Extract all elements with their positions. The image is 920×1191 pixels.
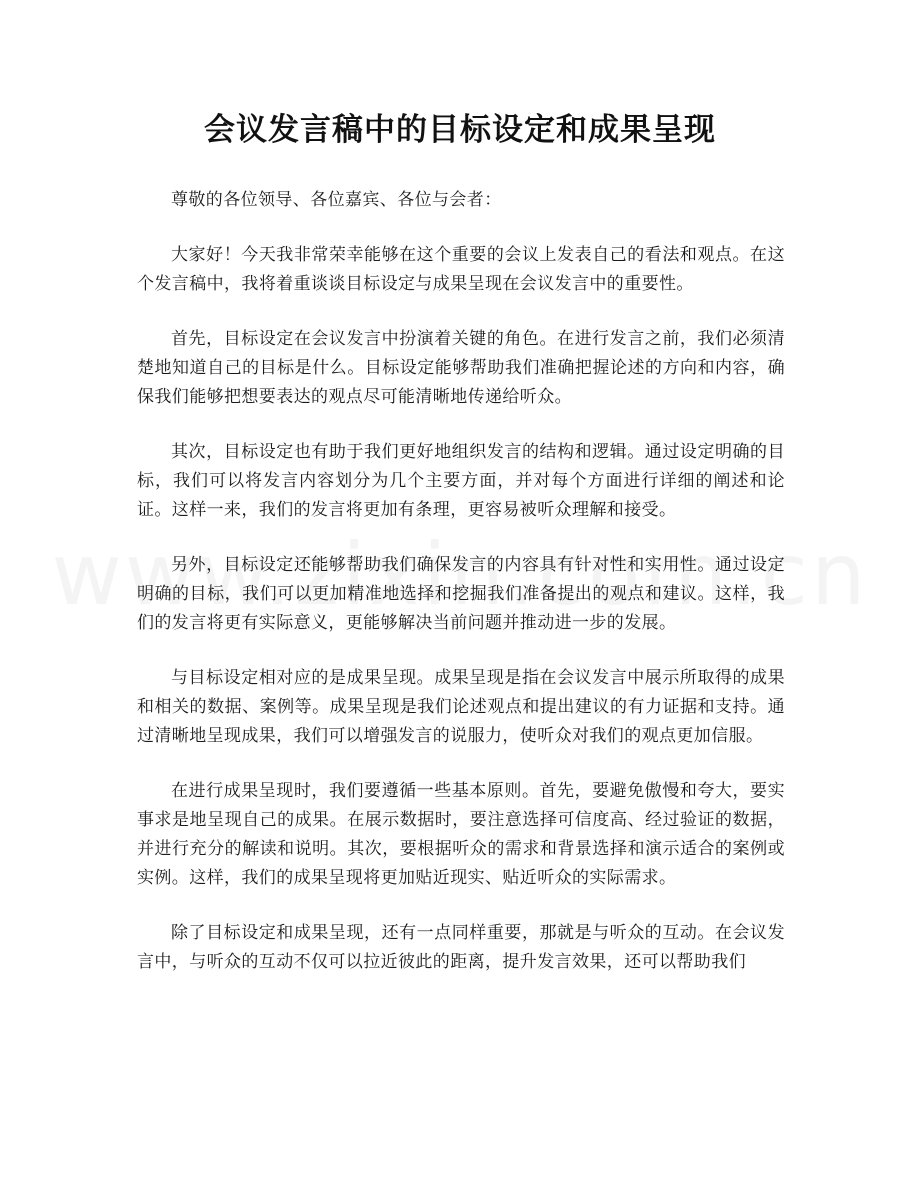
body-paragraph: 大家好！今天我非常荣幸能够在这个重要的会议上发表自己的看法和观点。在这个发言稿中，我将着重谈谈目标设定与成果呈现在会议发言中的重要性。	[137, 245, 785, 294]
body-paragraph: 首先，目标设定在会议发言中扮演着关键的角色。在进行发言之前，我们必须清楚地知道自己的目标是什么。目标设定能够帮助我们准确把握论述的方向和内容，确保我们能够把想要表达的观点尽可能清晰地传递给听众。	[137, 329, 785, 407]
body-paragraph: 在进行成果呈现时，我们要遵循一些基本原则。首先，要避免傲慢和夸大，要实事求是地呈现自己的成果。在展示数据时，要注意选择可信度高、经过验证的数据，并进行充分的解读和说明。其次，要根据听众的需求和背景选择和演示适合的案例或实例。这样，我们的成果呈现将更加贴近现实、贴近听众的实际需求。	[137, 781, 785, 888]
body-paragraph: 与目标设定相对应的是成果呈现。成果呈现是指在会议发言中展示所取得的成果和相关的数据、案例等。成果呈现是我们论述观点和提出建议的有力证据和支持。通过清晰地呈现成果，我们可以增强发言的说服力，使听众对我们的观点更加信服。	[137, 668, 785, 746]
body-paragraph: 除了目标设定和成果呈现，还有一点同样重要，那就是与听众的互动。在会议发言中，与听众的互动不仅可以拉近彼此的距离，提升发言效果，还可以帮助我们	[137, 923, 785, 972]
salutation-paragraph: 尊敬的各位领导、各位嘉宾、各位与会者：	[171, 190, 502, 210]
body-paragraph: 另外，目标设定还能够帮助我们确保发言的内容具有针对性和实用性。通过设定明确的目标，我们可以更加精准地选择和挖掘我们准备提出的观点和建议。这样，我们的发言将更有实际意义，更能够解决当前问题并推动进一步的发展。	[137, 555, 785, 633]
document-title: 会议发言稿中的目标设定和成果呈现	[204, 112, 716, 148]
document-body	[137, 186, 785, 1003]
body-paragraph: 其次，目标设定也有助于我们更好地组织发言的结构和逻辑。通过设定明确的目标，我们可以将发言内容划分为几个主要方面，并对每个方面进行详细的阐述和论证。这样一来，我们的发言将更加有条理，更容易被听众理解和接受。	[137, 442, 785, 520]
